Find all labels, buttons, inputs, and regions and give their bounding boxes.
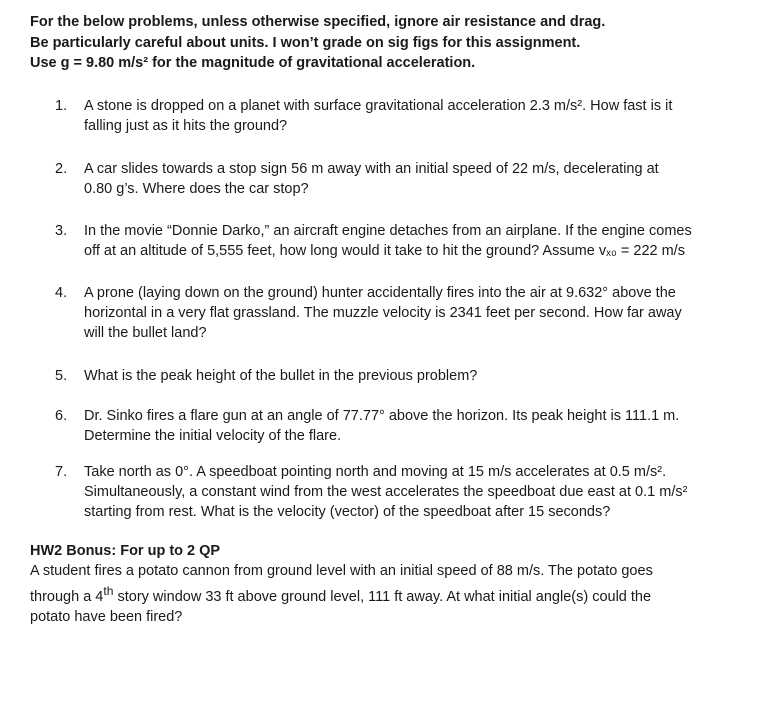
problem-text: Dr. Sinko fires a flare gun at an angle of 77.77° above the horizon. Its peak height is 111.1 m. Determine the initial velocity of the flare.	[84, 408, 680, 444]
problem-text: Take north as 0°. A speedboat pointing north and moving at 15 m/s accelerates at 0.5 m/s². Simultaneously, a constant wind from the west accelerates the speedboat due east at 0.1 m/s² starting from rest. What is the velocity (vector) of the speedboat after 15 seconds?	[84, 464, 688, 520]
problem-number: 3.	[55, 223, 68, 239]
instructions-block	[30, 12, 750, 74]
bonus-title: HW2 Bonus: For up to 2 QP	[30, 543, 221, 559]
bonus-superscript: th	[103, 584, 114, 598]
problem-text: A prone (laying down on the ground) hunter accidentally fires into the air at 9.632° above the horizontal in a very flat grassland. The muzzle velocity is 2341 feet per second. How far away will the bullet land?	[84, 285, 682, 341]
problem-item	[55, 462, 745, 522]
problem-item	[55, 96, 745, 136]
bonus-text-part-b: story window 33 ft above ground level, 111 ft away. At what initial angle(s) could the potato have been fired?	[30, 588, 652, 625]
instruction-line-1: For the below problems, unless otherwise specified, ignore air resistance and drag.	[30, 14, 606, 30]
bonus-text-part-a: A student fires a potato cannon from ground level with an initial speed of 88 m/s. The potato goes through a 4	[30, 563, 653, 605]
problem-item	[55, 366, 745, 386]
problem-number: 4.	[55, 285, 68, 301]
problem-number: 5.	[55, 368, 68, 384]
problem-item	[55, 159, 745, 199]
problem-number: 2.	[55, 161, 68, 177]
bonus-section	[30, 541, 730, 627]
bonus-text	[30, 561, 730, 627]
instruction-line-2: Be particularly careful about units. I won’t grade on sig figs for this assignment.	[30, 34, 581, 51]
problem-item	[55, 283, 745, 343]
problem-item	[55, 406, 745, 446]
problem-text: A car slides towards a stop sign 56 m away with an initial speed of 22 m/s, decelerating at 0.80 g’s. Where does the car stop?	[84, 161, 659, 197]
problem-text: In the movie “Donnie Darko,” an aircraft engine detaches from an airplane. If the engine comes off at an altitude of 5,555 feet, how long would it take to hit the ground? Assume vₓ₀ = 222 m/s	[84, 223, 692, 259]
problem-number: 6.	[55, 408, 68, 424]
problem-number: 1.	[55, 98, 68, 114]
problem-number: 7.	[55, 464, 68, 480]
problem-text: A stone is dropped on a planet with surface gravitational acceleration 2.3 m/s². How fast is it falling just as it hits the ground?	[84, 98, 673, 134]
problem-item	[55, 221, 745, 261]
instruction-line-3: Use g = 9.80 m/s² for the magnitude of gravitational acceleration.	[30, 55, 476, 71]
problem-text: What is the peak height of the bullet in the previous problem?	[84, 368, 478, 384]
